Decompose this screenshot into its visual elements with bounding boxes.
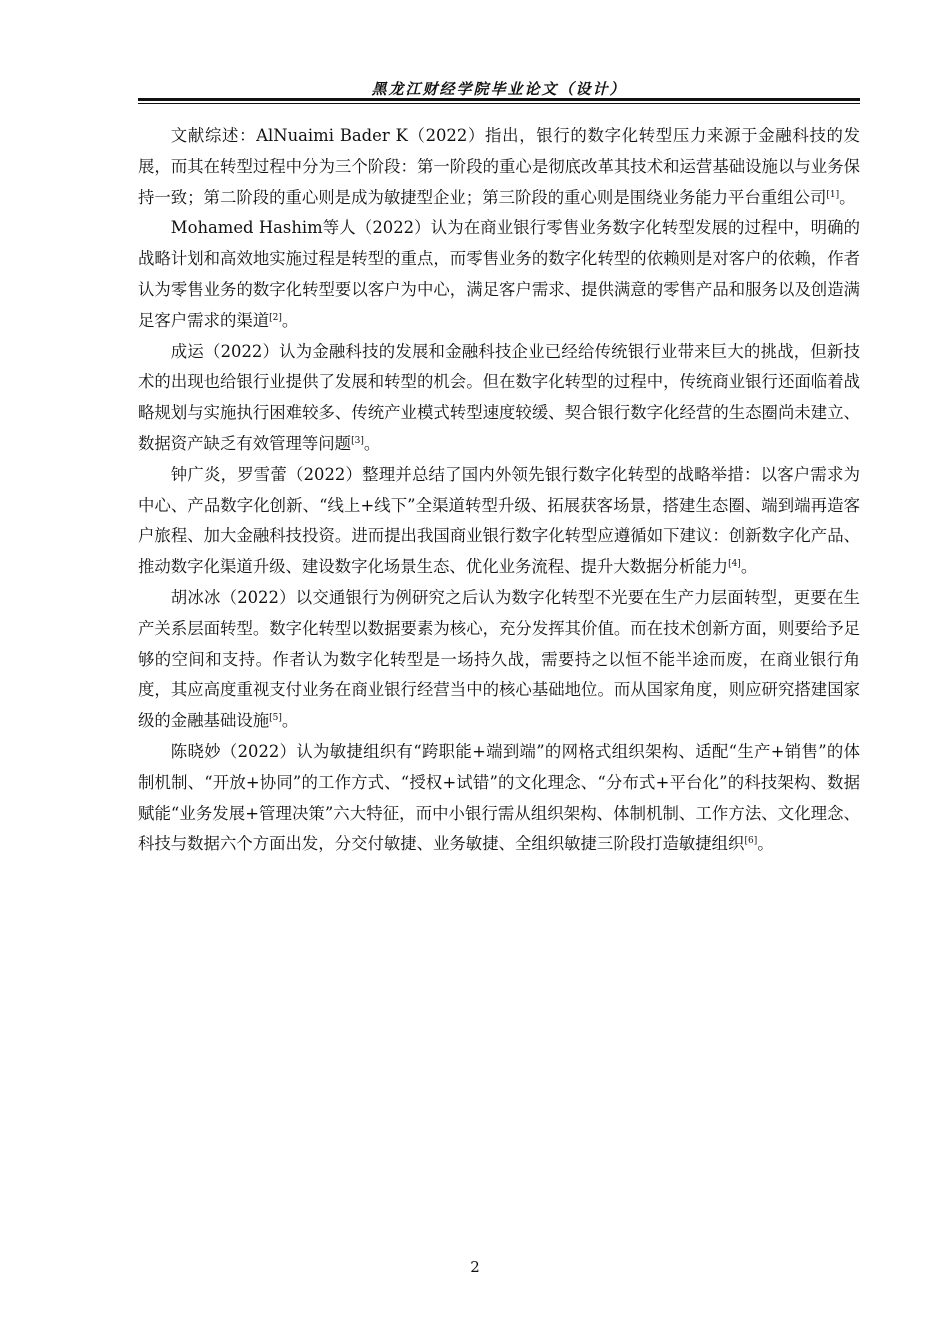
paragraph-3 [138,337,860,460]
paragraph-1 [138,121,860,213]
citation-ref: [2] [269,312,282,323]
paragraph-text: 钟广炎，罗雪蕾（2022）整理并总结了国内外领先银行数字化转型的战略举措：以客户需求为中心、产品数字化创新、“线上+线下”全渠道转型升级、拓展获客场景，搭建生态圈、端到端再造客户旅程、加大金融科技投资。进而提出我国商业银行数字化转型应遵循如下建议：创新数字化产品、推动数字化渠道升级、建设数字化场景生态、优化业务流程、提升大数据分析能力 [138,464,860,577]
paragraph-end: 。 [363,433,381,453]
paragraph-4 [138,460,860,583]
paragraph-text: 文献综述：AlNuaimi Bader K（2022）指出，银行的数字化转型压力来源于金融科技的发展，而其在转型过程中分为三个阶段：第一阶段的重心是彻底改革其技术和运营基础设施以与业务保持一致；第二阶段的重心则是成为敏捷型企业；第三阶段的重心则是围绕业务能力平台重组公司 [138,126,860,207]
header-rule-thick [138,98,860,101]
paragraph-2 [138,213,860,336]
paragraph-end: 。 [281,711,299,731]
citation-ref: [4] [728,559,741,570]
document-body [138,121,860,860]
paragraph-end: 。 [281,310,299,330]
citation-ref: [5] [269,713,282,724]
citation-ref: [3] [351,435,364,446]
paragraph-6 [138,737,860,860]
header-rule-thin [138,103,860,104]
paragraph-end: 。 [757,834,774,854]
paragraph-text: 胡冰冰（2022）以交通银行为例研究之后认为数字化转型不光要在生产力层面转型，更要在生产关系层面转型。数字化转型以数据要素为核心，充分发挥其价值。而在技术创新方面，则要给予足够的空间和支持。作者认为数字化转型是一场持久战，需要持之以恒不能半途而废，在商业银行角度，其应高度重视支付业务在商业银行经营当中的核心基础地位。而从国家角度，则应研究搭建国家级的金融基础设施 [138,587,860,731]
paragraph-end: 。 [740,557,758,577]
page-header-title: 黑龙江财经学院毕业论文（设计） [371,80,627,98]
citation-ref: [6] [744,836,758,847]
paragraph-text: 成运（2022）认为金融科技的发展和金融科技企业已经给传统银行业带来巨大的挑战，但新技术的出现也给银行业提供了发展和转型的机会。但在数字化转型的过程中，传统商业银行还面临着战略规划与实施执行困难较多、传统产业模式转型速度较缓、契合银行数字化经营的生态圈尚未建立、数据资产缺乏有效管理等问题 [138,341,860,453]
paragraph-5 [138,583,860,737]
citation-ref: [1] [826,189,840,200]
paragraph-text: 陈晓妙（2022）认为敏捷组织有“跨职能+端到端”的网格式组织架构、适配“生产+销售”的体制机制、“开放+协同”的工作方式、“授权+试错”的文化理念、“分布式+平台化”的科技架构、数据赋能“业务发展+管理决策”六大特征，而中小银行需从组织架构、体制机制、工作方法、文化理念、科技与数据六个方面出发，分交付敏捷、业务敏捷、全组织敏捷三阶段打造敏捷组织 [138,741,860,854]
paragraph-text: Mohamed Hashim等人（2022）认为在商业银行零售业务数字化转型发展的过程中，明确的战略计划和高效地实施过程是转型的重点，而零售业务的数字化转型的依赖则是对客户的依赖，作者认为零售业务的数字化转型要以客户为中心，满足客户需求、提供满意的零售产品和服务以及创造满足客户需求的渠道 [138,218,860,330]
paragraph-end: 。 [839,187,856,207]
page-number: 2 [470,1258,480,1276]
